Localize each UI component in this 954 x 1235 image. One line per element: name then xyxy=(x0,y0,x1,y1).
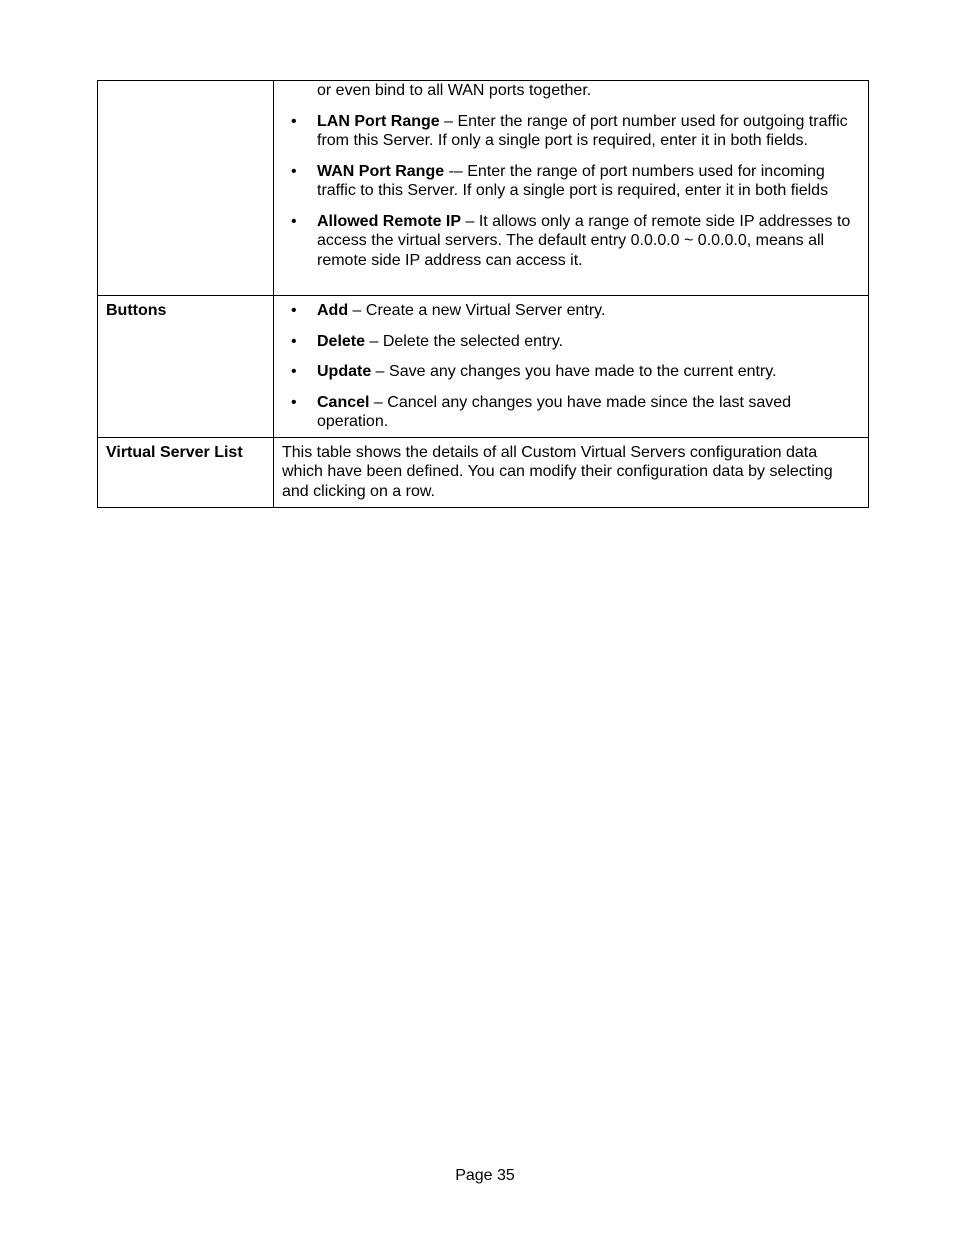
item-description: – It allows only a range of remote side IP addresses to access the virtual servers. The default entry 0.0.0.0 ~ 0.0.0.0, means all remote side IP address can access it. xyxy=(317,212,851,269)
item-description: -– Enter the range of port numbers used for incoming traffic to this Server. If only a single port is required, enter it in both fields xyxy=(317,162,829,199)
list-item xyxy=(282,162,860,201)
list-item xyxy=(282,362,860,382)
item-description: – Cancel any changes you have made since the last saved operation. xyxy=(317,393,792,430)
item-term: Cancel xyxy=(317,393,370,411)
page-number: Page 35 xyxy=(455,1167,515,1184)
row-description xyxy=(274,437,869,507)
item-description: – Delete the selected entry. xyxy=(365,332,564,350)
bullet-icon: • xyxy=(291,162,297,180)
bullet-list xyxy=(282,112,860,271)
bullet-list xyxy=(282,301,860,432)
bullet-icon: • xyxy=(291,302,297,319)
item-term: Allowed Remote IP xyxy=(317,212,462,230)
item-term: LAN Port Range xyxy=(317,112,440,130)
table-row xyxy=(98,296,869,438)
row-description xyxy=(274,81,869,296)
bullet-icon: • xyxy=(291,112,297,130)
bullet-icon: • xyxy=(291,363,297,380)
list-item xyxy=(282,301,860,321)
list-item xyxy=(282,332,860,352)
continuation-text: or even bind to all WAN ports together. xyxy=(317,82,592,99)
item-term: Update xyxy=(317,363,372,380)
row-description-text: This table shows the details of all Custom Virtual Servers configuration data which have been defined. You can modify their configuration data by selecting and clicking on a row. xyxy=(282,443,833,500)
item-term: WAN Port Range xyxy=(317,162,445,180)
item-term: Add xyxy=(317,302,349,319)
item-description: – Create a new Virtual Server entry. xyxy=(348,302,606,319)
bullet-icon: • xyxy=(291,332,297,350)
row-description xyxy=(274,296,869,438)
list-item xyxy=(282,212,860,271)
settings-description-table xyxy=(97,80,869,508)
item-term: Delete xyxy=(317,332,366,350)
item-description: – Save any changes you have made to the current entry. xyxy=(371,363,777,380)
table-row xyxy=(98,437,869,507)
table-row xyxy=(98,81,869,296)
bullet-icon: • xyxy=(291,393,297,411)
row-label: Virtual Server List xyxy=(98,437,274,507)
list-item xyxy=(282,393,860,432)
bullet-icon: • xyxy=(291,212,297,230)
row-label xyxy=(98,81,274,296)
row-label: Buttons xyxy=(98,296,274,438)
item-description: – Enter the range of port number used for outgoing traffic from this Server. If only a single port is required, enter it in both fields. xyxy=(317,112,848,149)
list-item xyxy=(282,112,860,151)
